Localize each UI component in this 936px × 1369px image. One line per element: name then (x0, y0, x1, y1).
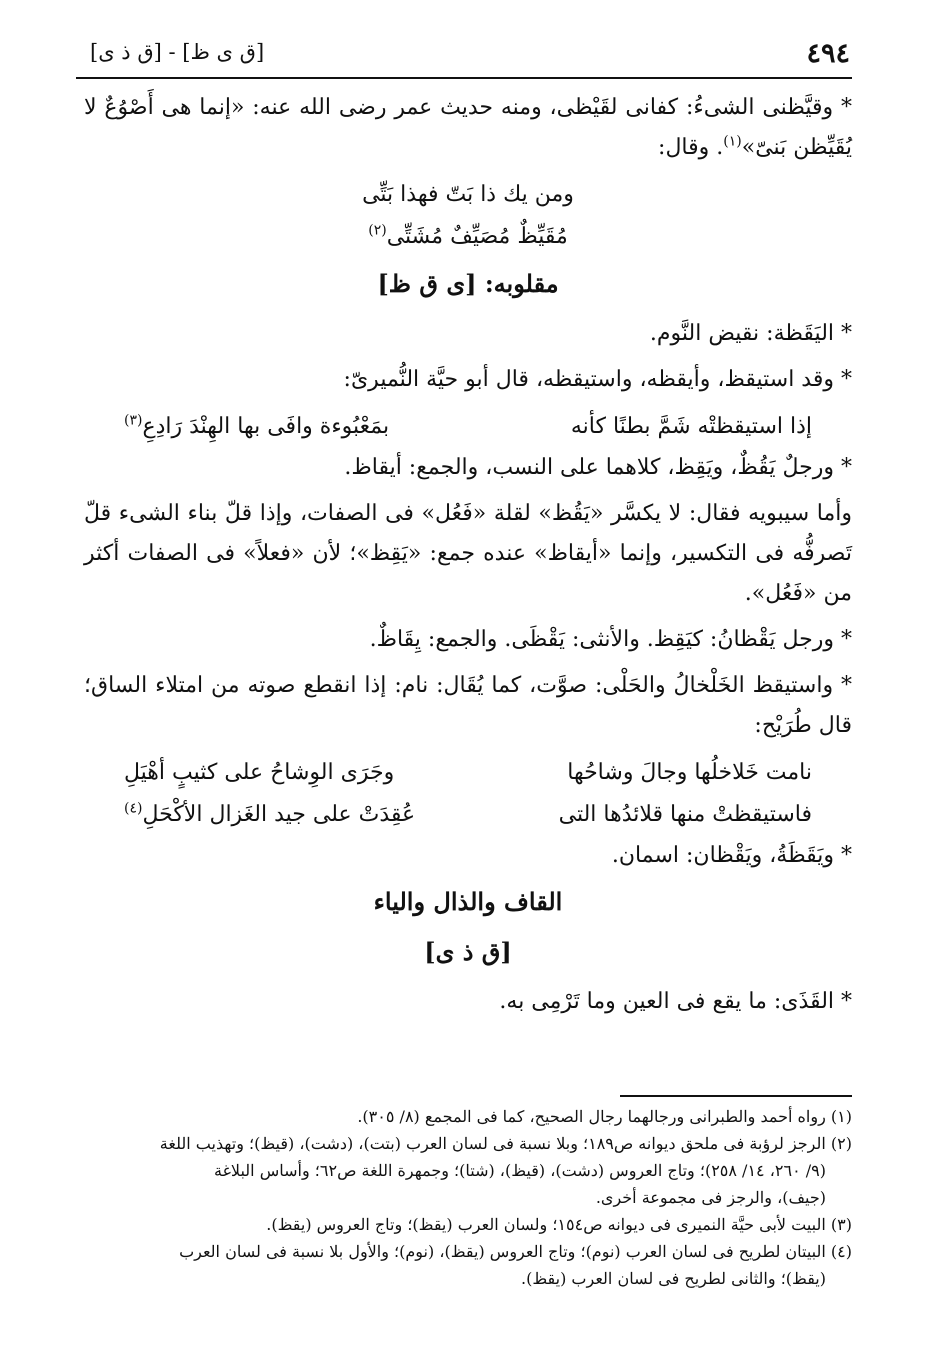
main-text (84, 88, 852, 1028)
running-root-tag: [ق ى ظ] - [ق ذ ى] (90, 40, 265, 64)
entry-rajul-yaquz: * ورجلٌ يَقُظٌ، ويَقِظ، كلاهما على النسب، والجمع: أيقاظ. (344, 455, 852, 480)
rajaz-line-1: ومن يك ذا بَتّ فهذا بَتِّى (362, 182, 574, 207)
verse-turayh-2-first-hemistich: فاستيقظتْ منها قلائدُها التى (558, 802, 812, 827)
entry-qala: وقال: (658, 135, 710, 160)
verse-abu-hayya-second-hemistich-wrap (124, 406, 389, 448)
entry-qayyazani-text: * وقيَّظنى الشىءُ: كفانى لقَيْظى، ومنه حديث عمر رضى الله عنه: «إنما هى أَصْوُعٌ لا يُقَيِّظن بَنىّ» (84, 95, 852, 160)
footnotes (84, 1103, 852, 1292)
rajaz-line-2-wrap (84, 216, 852, 258)
entry-khalkhal: * واستيقظ الخَلْخالُ والحَلْى: صوَّت، كما يُقَال: نام: إذا انقطع صوته من امتلاء الساق؛ قال طُرَيْح: (84, 673, 852, 738)
footnote-3: (٣) البيت لأبى حيَّة النميرى فى ديوانه ص١٥٤؛ ولسان العرب (يقظ)؛ وتاج العروس (يقظ). (266, 1215, 852, 1234)
footnote-4: (٤) البيتان لطريح فى لسان العرب (نوم)؛ وتاج العروس (يقظ)، (نوم)؛ والأول بلا نسبة فى لسان العرب (179, 1242, 852, 1261)
verse-turayh-1-second-hemistich: وجَرَى الوِشاحُ على كثيبٍ أهْيَلِ (124, 760, 395, 785)
maqlub-heading: مقلوبه: [ى ق ظ] (377, 269, 559, 298)
verse-turayh-2-second-hemistich-wrap (124, 794, 415, 836)
entry-istayqaza: * وقد استيقظ، وأيقظه، واستيقظه، قال أبو حيَّة النُّميرىّ: (343, 367, 852, 392)
rajaz-line-2: مُقَيِّظٌ مُصَيِّفٌ مُشَتِّى (386, 224, 568, 249)
page-number: ٤٩٤ (806, 38, 850, 69)
entry-names: * ويَقَظَةُ، ويَقْظان: اسمان. (611, 843, 852, 868)
verse-turayh-2 (124, 794, 812, 836)
entry-sibawayh: وأما سيبويه فقال: لا يكسَّر «يَقُظ» لقلة «فَعُل» فى الصفات، وإذا قلّ بناء الشىء قلّ تَصرفُّه فى التكسير، وإنما «أيقاظ» عنده جمع: «يَقِظ»؛ لأن «فعلاً» فى الصفات أكثر من «فَعُل». (84, 501, 852, 606)
entry-qayyazani: * وقيَّظنى الشىءُ: كفانى لقَيْظى، ومنه حديث عمر رضى الله عنه: «إنما هى أَصْوُعٌ لا يُقَيِّظن بَنىّ»$^{(١)}$. وقال: (84, 95, 852, 160)
verse-turayh-2-second-hemistich: عُقِدَتْ على جيد الغَزال الأكْحَلِ (142, 802, 416, 827)
footnote-4-line-2: (يقظ)؛ والثانى لطريح فى لسان العرب (يقظ). (521, 1269, 826, 1288)
rajaz-verse (84, 174, 852, 258)
note-mark-1: (١) (723, 133, 742, 150)
footnote-2-line-2: (٩/ ٢٦٠، ١٤/ ٢٥٨)؛ وتاج العروس (دشت)، (قيظ)، (شتا)؛ وجمهرة اللغة ص٦٢؛ وأساس البلاغة (213, 1161, 826, 1180)
note-mark-2: (٢) (368, 222, 387, 239)
header-rule (76, 77, 852, 79)
footnote-1: (١) رواه أحمد والطبرانى ورجالهما رجال الصحيح، كما فى المجمع (٨/ ٣٠٥). (357, 1107, 852, 1126)
entry-qadha: * القَذَى: ما يقع فى العين وما تَرْمِى به. (499, 989, 852, 1014)
note-mark-3: (٣) (124, 412, 143, 429)
verse-abu-hayya-second-hemistich: بمَعْبُوءة وافَى بها الهِنْدَ رَادِعِ (142, 414, 390, 439)
footnote-2: (٢) الرجز لرؤبة فى ملحق ديوانه ص١٨٩؛ وبلا نسبة فى لسان العرب (بتت)، (دشت)، (قيظ)؛ وتهذيب اللغة (159, 1134, 852, 1153)
running-header (70, 30, 850, 70)
note-mark-4: (٤) (124, 800, 143, 817)
footnote-2-line-3: (جيف)، والرجز فى مجموعة أخرى. (595, 1188, 826, 1207)
root-heading-q-dh-y: [ق ذ ى] (424, 937, 512, 966)
verse-abu-hayya-first-hemistich: إذا استيقظتْه شَمَّ بطنًا كأنه (570, 414, 812, 439)
entry-yaqaza: * اليَقَظة: نقيض النَّوم. (649, 321, 852, 346)
entry-yaqzan: * ورجل يَقْظانُ: كيَقِظ. والأنثى: يَقْظَى. والجمع: يِقَاظٌ. (369, 627, 852, 652)
verse-abu-hayya (124, 406, 812, 448)
footnote-rule (620, 1095, 852, 1097)
verse-turayh-1-first-hemistich: نامت خَلاخلُها وجالَ وشاحُها (567, 760, 812, 785)
verse-turayh-1 (124, 752, 812, 794)
section-heading-qaf-dhal-ya: القاف والذال والياء (373, 887, 563, 916)
